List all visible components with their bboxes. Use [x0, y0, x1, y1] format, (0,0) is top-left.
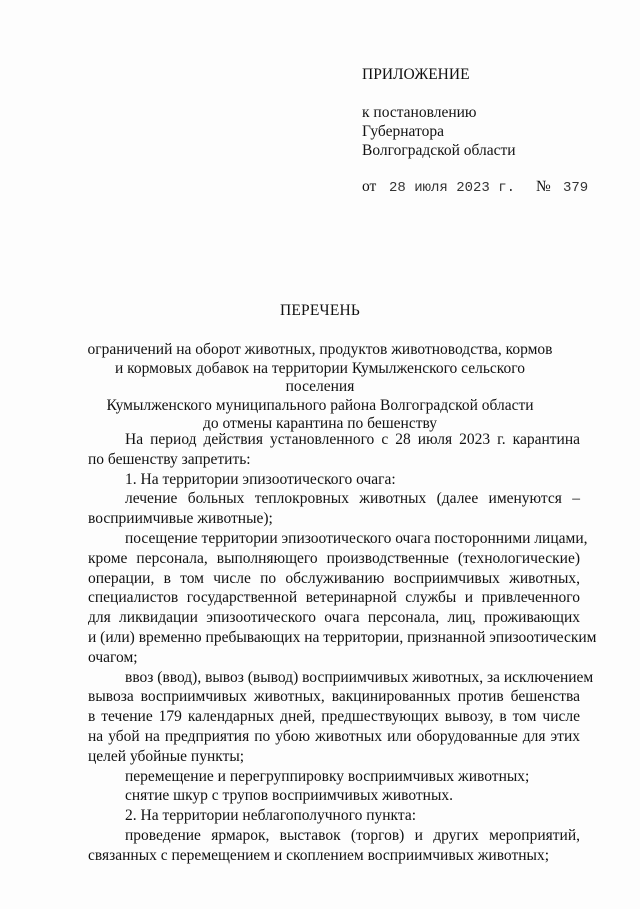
subtitle-line: ограничений на оборот животных, продуктов животноводства, кормов: [87, 341, 553, 358]
paragraph-line: на убой на предприятия по убою животных или оборудованные для этих: [88, 727, 580, 745]
paragraph-line: специалистов государственной ветеринарной службы и привлеченного: [88, 589, 580, 607]
number-sign: №: [536, 178, 551, 195]
paragraph-line: вывоза восприимчивых животных, вакцинированных против бешенства: [88, 688, 580, 706]
paragraph-line: целей убойные пункты;: [88, 747, 245, 765]
paragraph-line: посещение территории эпизоотического очага посторонними лицами,: [125, 529, 588, 547]
paragraph-line: перемещение и перегруппировку восприимчивых животных;: [125, 767, 530, 785]
decree-date: 28 июля 2023 г.: [389, 180, 516, 196]
paragraph-line: лечение больных теплокровных животных (далее именуются –: [125, 490, 580, 508]
paragraph-line: очагом;: [88, 648, 138, 666]
paragraph-line: кроме персонала, выполняющего производственные (технологические): [88, 549, 580, 567]
document-subtitle: [84, 341, 556, 434]
paragraph-line: связанных с перемещением и скоплением восприимчивых животных;: [88, 846, 549, 864]
paragraph-line: восприимчивые животные);: [88, 510, 273, 528]
paragraph-line: операции, в том числе по обслуживанию восприимчивых животных,: [88, 569, 580, 587]
paragraph-line: и (или) временно пребывающих на территории, признанной эпизоотическим: [88, 628, 597, 646]
paragraph-line: по бешенству запретить:: [88, 450, 251, 468]
decree-line-2: Губернатора: [362, 123, 444, 140]
paragraph-line: проведение ярмарок, выставок (торгов) и других мероприятий,: [125, 826, 580, 844]
date-prefix: от: [362, 178, 377, 195]
paragraph-line: в течение 179 календарных дней, предшествующих вывозу, в том числе: [88, 708, 580, 726]
paragraph-line: для ликвидации эпизоотического очага персонала, лиц, проживающих: [88, 609, 580, 627]
document-body: [88, 430, 597, 866]
section-heading: 1. На территории эпизоотического очага:: [125, 470, 396, 488]
decree-number: 379: [563, 180, 589, 196]
paragraph-line: На период действия установленного с 28 июля 2023 г. карантина: [125, 431, 580, 448]
decree-line-3: Волгоградской области: [362, 142, 516, 159]
document-title: ПЕРЕЧЕНЬ: [280, 302, 360, 319]
section-heading: 2. На территории неблагополучного пункта:: [125, 807, 417, 825]
subtitle-line: Кумылженского муниципального района Волгоградской области: [106, 396, 534, 414]
decree-line-1: к постановлению: [362, 104, 477, 121]
subtitle-line: до отмены карантина по бешенству: [202, 415, 438, 432]
paragraph-line: снятие шкур с трупов восприимчивых животных.: [125, 787, 453, 805]
appendix-label: ПРИЛОЖЕНИЕ: [362, 66, 470, 83]
subtitle-line: и кормовых добавок на территории Кумылженского сельского поселения: [114, 359, 526, 395]
paragraph-line: ввоз (ввод), вывоз (вывод) восприимчивых животных, за исключением: [125, 668, 594, 686]
